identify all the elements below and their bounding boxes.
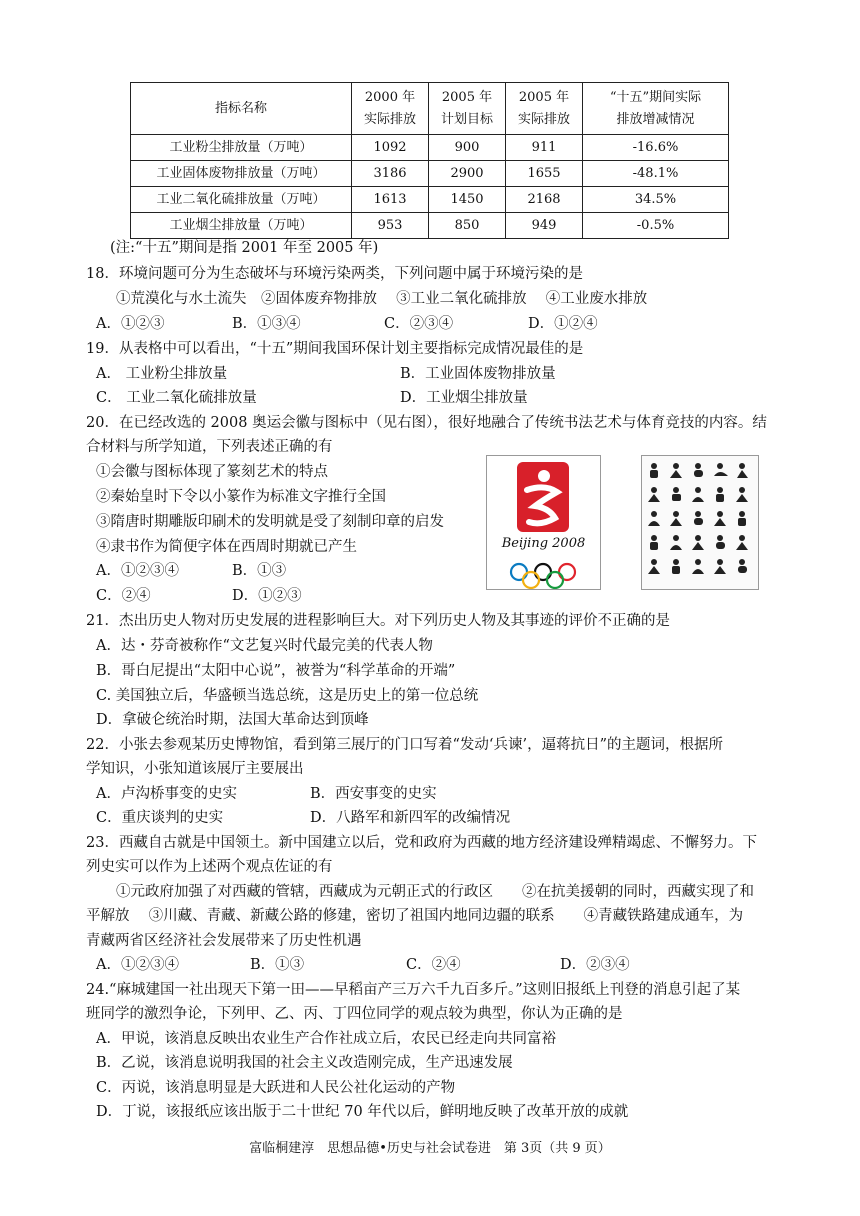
q22-stem-1: 22．小张去参观某历史博物馆，看到第三展厅的门口写着“发动‘兵谏’，逼蒋抗日”的主题词，根据所 (86, 737, 723, 753)
header-text: 计划目标 (440, 111, 493, 127)
table-cell: -48.1% (583, 161, 729, 187)
q19-option-d: D．工业烟尘排放量 (400, 390, 528, 406)
table-cell: 34.5% (583, 187, 729, 213)
q23-stem-2: 列史实可以作为上述两个观点佐证的有 (86, 859, 333, 875)
table-cell: 1092 (352, 135, 429, 161)
q20-stem-2: 合材料与所学知道，下列表述正确的有 (86, 439, 333, 455)
q24-option-a: A．甲说，该消息反映出农业生产合作社成立后，农民已经走向共同富裕 (96, 1031, 556, 1047)
q23-option-c: C．②④ (406, 957, 461, 973)
emblem-graphic (487, 456, 600, 589)
q18-option-d: D．①②④ (528, 316, 598, 332)
emblem-text: Beijing 2008 (501, 536, 586, 551)
header-text: 指标名称 (214, 100, 267, 116)
q24-stem-2: 班同学的激烈争论，下列甲、乙、丙、丁四位同学的观点较为典型，你认为正确的是 (86, 1006, 623, 1022)
table-cell: -16.6% (583, 135, 729, 161)
table-note: (注:“十五”期间是指 2001 年至 2005 年) (110, 240, 379, 256)
q18-stem: 18．环境问题可分为生态破坏与环境污染两类，下列问题中属于环境污染的是 (86, 266, 583, 282)
table-cell: -0.5% (583, 213, 729, 239)
q18-option-c: C．②③④ (384, 316, 454, 332)
table-cell: 900 (429, 135, 506, 161)
q21-option-d: D．拿破仑统治时期，法国大革命达到顶峰 (96, 712, 369, 728)
header-text: “十五”期间实际 (609, 89, 702, 105)
header-text: 实际排放 (517, 111, 570, 127)
q22-option-a: A．卢沟桥事变的史实 (96, 786, 237, 802)
ring-blue (511, 564, 527, 580)
q23-items-line-3: 青藏两省区经济社会发展带来了历史性机遇 (86, 933, 362, 949)
q24-option-c: C．丙说，该消息明显是大跃进和人民公社化运动的产物 (96, 1080, 456, 1096)
q21-stem: 21．杰出历史人物对历史发展的进程影响巨大。对下列历史人物及其事迹的评价不正确的是 (86, 613, 670, 629)
table-cell: 2168 (506, 187, 583, 213)
q20-option-b: B．①③ (232, 563, 287, 579)
header-text: 实际排放 (363, 111, 416, 127)
ring-red (559, 564, 575, 580)
table-cell: 1655 (506, 161, 583, 187)
q20-stem-1: 20．在已经改选的 2008 奥运会徽与图标中（见右图），很好地融合了传统书法艺术与体育竞技的内容。结 (86, 415, 767, 431)
table-cell: 949 (506, 213, 583, 239)
table-row (131, 161, 729, 187)
table-cell: 工业烟尘排放量（万吨） (131, 213, 352, 239)
header-cell (131, 83, 352, 135)
q22-option-d: D．八路军和新四军的改编情况 (310, 810, 511, 826)
q18-option-a: A．①②③ (96, 316, 165, 332)
q19-stem: 19．从表格中可以看出，“十五”期间我国环保计划主要指标完成情况最佳的是 (86, 341, 584, 357)
table-cell: 工业粉尘排放量（万吨） (131, 135, 352, 161)
q20-option-d: D．①②③ (232, 588, 302, 604)
ring-black (535, 564, 551, 580)
q20-item-4: ④隶书作为简便字体在西周时期就已产生 (96, 539, 357, 555)
seal-head (538, 470, 550, 482)
q20-item-2: ②秦始皇时下令以小篆作为标准文字推行全国 (96, 489, 386, 505)
q18-option-b: B．①③④ (232, 316, 301, 332)
header-cell (352, 83, 429, 135)
header-text: 2005 年 (518, 89, 570, 105)
table-header-row (131, 83, 729, 135)
q24-stem-1: 24.“麻城建国一社出现天下第一田——早稻亩产三万六千九百多斤。”这则旧报纸上刊登的消息引起了某 (86, 982, 741, 998)
table-cell: 3186 (352, 161, 429, 187)
q23-option-a: A．①②③④ (96, 957, 179, 973)
q22-option-b: B．西安事变的史实 (310, 786, 437, 802)
q23-stem-1: 23．西藏自古就是中国领土。新中国建立以后，党和政府为西藏的地方经济建设殚精竭虑、不懈努力。下 (86, 835, 757, 851)
table-row (131, 135, 729, 161)
q21-option-b: B．哥白尼提出“太阳中心说”，被誉为“科学革命的开端” (96, 663, 456, 679)
q20-option-c: C．②④ (96, 588, 151, 604)
table-cell: 1450 (429, 187, 506, 213)
emissions-table (130, 82, 729, 239)
q23-items-line-2: 平解放 ③川藏、青藏、新藏公路的修建，密切了祖国内地同边疆的联系 ④青藏铁路建成通车，为 (86, 908, 744, 924)
header-text: 排放增减情况 (616, 111, 695, 127)
table-row (131, 213, 729, 239)
q20-item-1: ①会徽与图标体现了篆刻艺术的特点 (96, 464, 328, 480)
q22-stem-2: 学知识，小张知道该展厅主要展出 (86, 761, 304, 777)
table-cell: 850 (429, 213, 506, 239)
header-cell (429, 83, 506, 135)
ring-yellow (523, 572, 539, 588)
q22-option-c: C．重庆谈判的史实 (96, 810, 224, 826)
q20-option-a: A．①②③④ (96, 563, 179, 579)
q24-option-d: D．丁说，该报纸应该出版于二十世纪 70 年代以后，鲜明地反映了改革开放的成就 (96, 1104, 629, 1120)
q19-option-c: C． 工业二氧化硫排放量 (96, 390, 257, 406)
q21-option-c: C. 美国独立后，华盛顿当选总统，这是历史上的第一位总统 (96, 688, 479, 704)
q19-option-b: B．工业固体废物排放量 (400, 366, 556, 382)
q18-items: ①荒漠化与水土流失 ②固体废弃物排放 ③工业二氧化硫排放 ④工业废水排放 (116, 291, 648, 307)
table-cell: 911 (506, 135, 583, 161)
table-cell: 953 (352, 213, 429, 239)
ring-green (547, 572, 563, 588)
q19-option-a: A． 工业粉尘排放量 (96, 366, 228, 382)
q24-option-b: B．乙说，该消息说明我国的社会主义改造刚完成，生产迅速发展 (96, 1055, 513, 1071)
header-cell (583, 83, 729, 135)
q23-option-d: D．②③④ (560, 957, 630, 973)
table-cell: 工业固体废物排放量（万吨） (131, 161, 352, 187)
header-text: 2000 年 (364, 89, 416, 105)
pictogram-icons (648, 463, 748, 574)
q21-option-a: A．达・芬奇被称作“文艺复兴时代最完美的代表人物 (96, 638, 433, 654)
q23-items-line-1: ①元政府加强了对西藏的管辖，西藏成为元朝正式的行政区 ②在抗美援朝的同时，西藏实现了和 (116, 884, 754, 900)
q23-option-b: B．①③ (250, 957, 305, 973)
table-cell: 1613 (352, 187, 429, 213)
beijing-2008-emblem (486, 455, 601, 590)
sport-pictograms (641, 455, 759, 590)
q20-item-3: ③隋唐时期雕版印刷术的发明就是受了刻制印章的启发 (96, 514, 444, 530)
page-footer: 富临桐建淳 思想品德•历史与社会试卷进 第 3页（共 9 页） (249, 1141, 611, 1156)
table-cell: 2900 (429, 161, 506, 187)
pictogram-grid (642, 456, 758, 589)
header-text: 2005 年 (441, 89, 493, 105)
header-cell (506, 83, 583, 135)
table-row (131, 187, 729, 213)
table-cell: 工业二氧化硫排放量（万吨） (131, 187, 352, 213)
